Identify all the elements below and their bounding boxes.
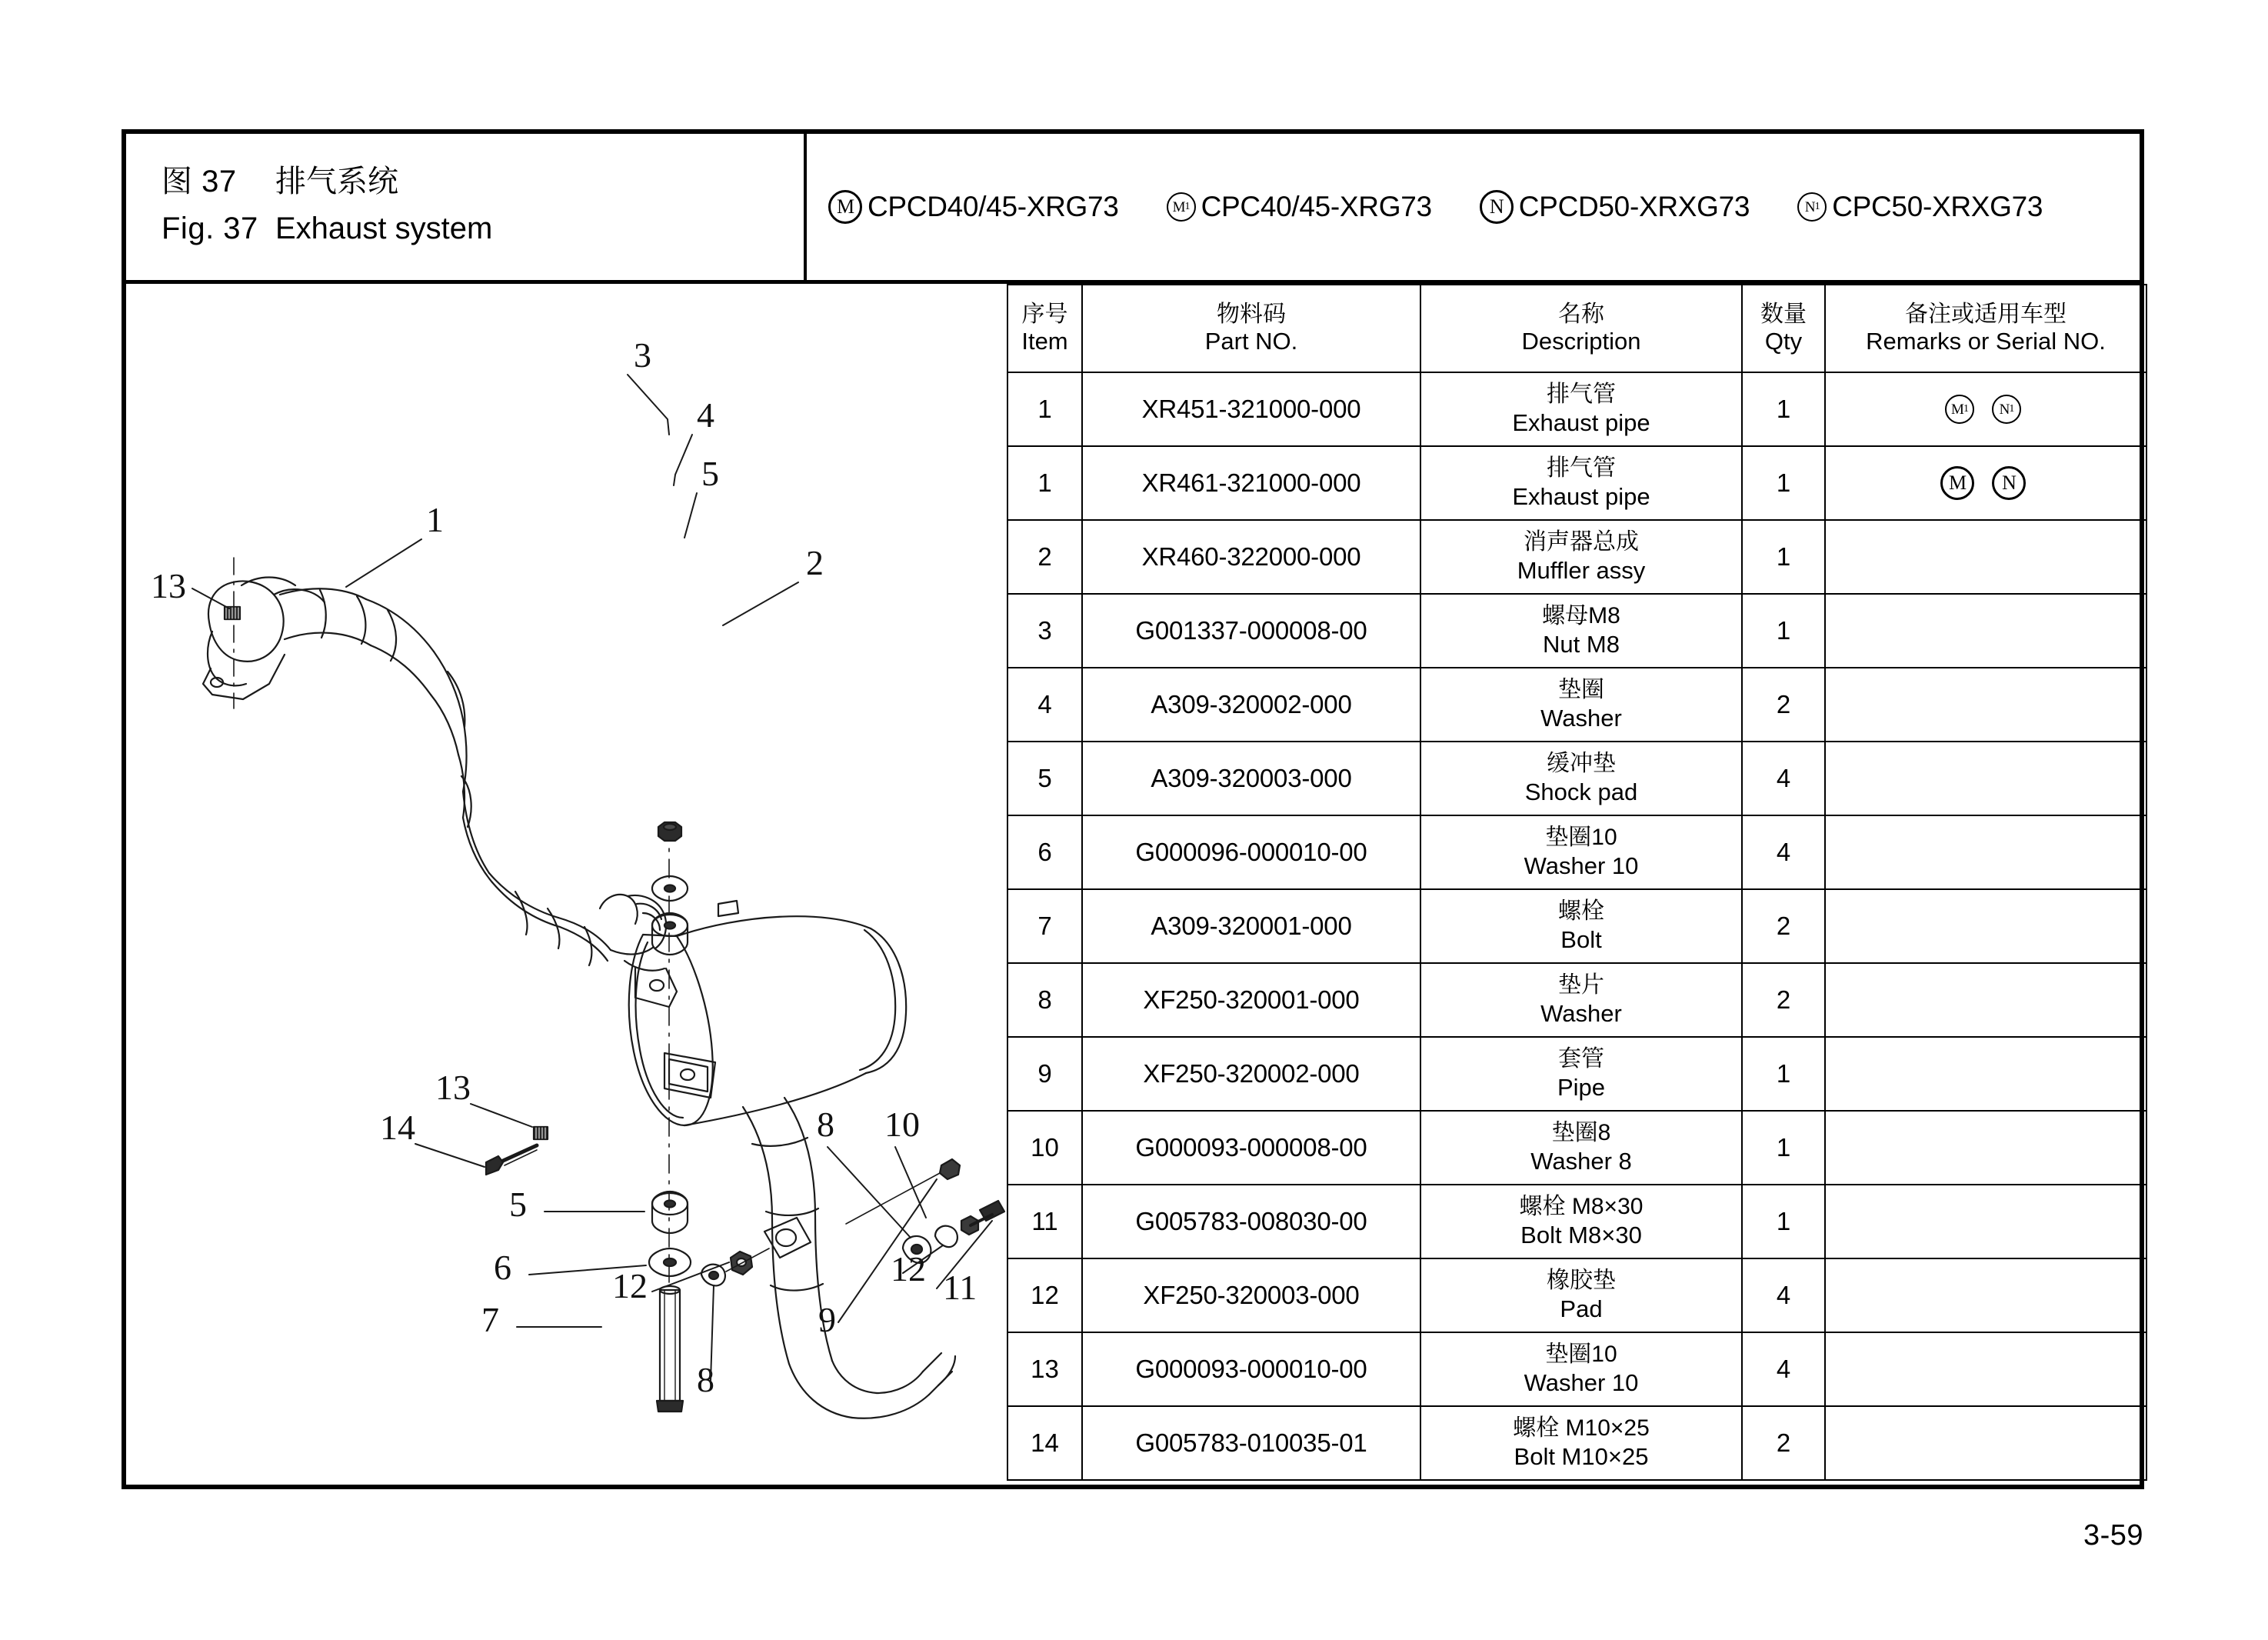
cell-description (1420, 1258, 1742, 1332)
column-header-part-no-en: Part NO. (1204, 328, 1298, 355)
content-area (126, 284, 2140, 1485)
parts-table-container (1007, 284, 2147, 1485)
callout-12b: 12 (891, 1249, 926, 1288)
figure-name-en: Exhaust system (275, 212, 493, 245)
callout-14: 14 (380, 1108, 415, 1147)
cell-description (1420, 889, 1742, 963)
callout-13a: 13 (151, 566, 186, 605)
exhaust-assembly-illustration (126, 284, 1007, 1485)
cell-description (1420, 594, 1742, 668)
cell-item: 1 (1007, 372, 1082, 446)
description-cn: 垫圈8 (1551, 1120, 1611, 1146)
callout-10: 10 (884, 1105, 920, 1144)
cell-item: 12 (1007, 1258, 1082, 1332)
table-row (1007, 1258, 2146, 1332)
cell-qty: 1 (1742, 594, 1825, 668)
model-code: CPCD50-XRXG73 (1518, 191, 1750, 222)
column-header-description-en: Description (1521, 328, 1641, 355)
description-en: Washer (1540, 1000, 1622, 1028)
description-cn: 螺母M8 (1542, 603, 1620, 629)
column-header-description-cn: 名称 (1558, 302, 1604, 328)
cell-description (1420, 815, 1742, 889)
cell-remarks (1825, 815, 2146, 889)
cell-description (1420, 1111, 1742, 1185)
description-en: Washer 10 (1524, 1369, 1639, 1397)
fastener-stack-lower (649, 1192, 691, 1412)
cell-part-no: A309-320003-000 (1082, 742, 1420, 815)
model-code: CPCD40/45-XRG73 (868, 191, 1119, 222)
table-row (1007, 668, 2146, 742)
table-row (1007, 1406, 2146, 1480)
callout-5a: 5 (701, 454, 719, 493)
callout-labels (151, 335, 977, 1399)
model-badge-icon: N 1 (1797, 192, 1827, 222)
description-cn: 橡胶垫 (1547, 1268, 1616, 1294)
table-row (1007, 520, 2146, 594)
callout-4: 4 (697, 395, 714, 435)
page-frame (122, 129, 2144, 1489)
column-header-remarks (1825, 285, 2146, 372)
cell-qty: 4 (1742, 815, 1825, 889)
figure-number-cn: 图 37 (162, 165, 237, 198)
description-en: Shock pad (1524, 778, 1638, 806)
callout-6: 6 (494, 1248, 511, 1287)
description-en: Washer (1540, 705, 1622, 732)
cell-remarks (1825, 520, 2146, 594)
description-en: Exhaust pipe (1512, 483, 1650, 511)
cell-description (1420, 1406, 1742, 1480)
table-row (1007, 1332, 2146, 1406)
table-row (1007, 1185, 2146, 1258)
callout-7: 7 (481, 1300, 499, 1339)
description-cn: 消声器总成 (1524, 529, 1639, 555)
cell-part-no: G005783-008030-00 (1082, 1185, 1420, 1258)
remarks-badge-group (1826, 466, 2146, 500)
cell-remarks (1825, 889, 2146, 963)
model-entry-3 (1797, 191, 2043, 223)
cell-qty: 1 (1742, 520, 1825, 594)
description-cn: 排气管 (1547, 382, 1616, 408)
cell-qty: 4 (1742, 1332, 1825, 1406)
cell-qty: 4 (1742, 742, 1825, 815)
callout-1: 1 (426, 500, 444, 539)
table-row (1007, 963, 2146, 1037)
description-en: Bolt M8×30 (1520, 1222, 1642, 1249)
callout-3: 3 (634, 335, 651, 375)
description-cn: 垫片 (1558, 972, 1604, 998)
parts-table-body (1007, 372, 2146, 1480)
description-en: Pad (1560, 1295, 1603, 1323)
bracket-hardware-left (701, 1218, 811, 1285)
table-row (1007, 889, 2146, 963)
description-en: Bolt M10×25 (1514, 1443, 1649, 1471)
description-en: Muffler assy (1517, 557, 1646, 585)
column-header-qty-en: Qty (1764, 328, 1803, 355)
cell-qty: 4 (1742, 1258, 1825, 1332)
column-header-description (1420, 285, 1742, 372)
cell-part-no: G000096-000010-00 (1082, 815, 1420, 889)
cell-part-no: XR461-321000-000 (1082, 446, 1420, 520)
cell-remarks (1825, 963, 2146, 1037)
description-cn: 垫圈 (1558, 677, 1604, 703)
cell-description (1420, 1037, 1742, 1111)
model-badge-icon: N (1480, 190, 1514, 224)
cell-part-no: XF250-320002-000 (1082, 1037, 1420, 1111)
cell-part-no: A309-320001-000 (1082, 889, 1420, 963)
cell-part-no: XR451-321000-000 (1082, 372, 1420, 446)
cell-remarks (1825, 1037, 2146, 1111)
description-cn: 螺栓 M10×25 (1513, 1415, 1650, 1442)
cell-remarks (1825, 1111, 2146, 1185)
parts-table-head (1007, 285, 2146, 372)
model-list (807, 134, 2140, 280)
description-en: Bolt (1560, 926, 1602, 954)
callout-11: 11 (943, 1268, 977, 1307)
cell-remarks (1825, 1258, 2146, 1332)
column-header-part-no (1082, 285, 1420, 372)
column-header-item-cn: 序号 (1021, 302, 1068, 328)
description-en: Nut M8 (1543, 631, 1620, 658)
figure-number-en: Fig. 37 (162, 212, 258, 245)
table-header-row (1007, 285, 2146, 372)
model-code: CPC50-XRXG73 (1832, 191, 2043, 222)
column-header-part-no-cn: 物料码 (1217, 302, 1286, 328)
cell-remarks (1825, 1406, 2146, 1480)
exhaust-pipe-1 (280, 588, 611, 965)
column-header-item (1007, 285, 1082, 372)
cell-item: 8 (1007, 963, 1082, 1037)
callout-2: 2 (806, 543, 824, 582)
callout-leaders (192, 375, 992, 1381)
cell-qty: 1 (1742, 372, 1825, 446)
cell-item: 10 (1007, 1111, 1082, 1185)
cell-part-no: G000093-000010-00 (1082, 1332, 1420, 1406)
model-badge-icon: N 1 (1992, 395, 2021, 424)
cell-item: 3 (1007, 594, 1082, 668)
cell-remarks (1825, 742, 2146, 815)
table-row (1007, 1037, 2146, 1111)
figure-title-en (162, 212, 804, 246)
cell-item: 4 (1007, 668, 1082, 742)
description-en: Exhaust pipe (1512, 409, 1650, 437)
callout-5b: 5 (509, 1185, 527, 1224)
description-cn: 螺栓 (1558, 898, 1604, 925)
remarks-badge-group (1826, 395, 2146, 424)
table-row (1007, 742, 2146, 815)
cell-description (1420, 520, 1742, 594)
cell-part-no: G000093-000008-00 (1082, 1111, 1420, 1185)
model-badge-icon: M (1940, 466, 1974, 500)
parts-table (1007, 284, 2147, 1481)
callout-12a: 12 (612, 1266, 648, 1305)
model-entry-0 (828, 190, 1119, 224)
cell-remarks (1825, 594, 2146, 668)
cell-qty: 2 (1742, 668, 1825, 742)
cell-remarks (1825, 372, 2146, 446)
cell-item: 6 (1007, 815, 1082, 889)
cell-item: 13 (1007, 1332, 1082, 1406)
model-entry-2 (1480, 190, 1750, 224)
description-en: Washer 8 (1530, 1148, 1632, 1175)
description-cn: 套管 (1558, 1046, 1604, 1072)
pipe-hardware-13-14 (486, 1127, 548, 1175)
column-header-qty (1742, 285, 1825, 372)
model-badge-icon: M 1 (1167, 192, 1196, 222)
cell-remarks (1825, 1332, 2146, 1406)
table-row (1007, 372, 2146, 446)
column-header-remarks-en: Remarks or Serial NO. (1866, 328, 2106, 355)
cell-description (1420, 372, 1742, 446)
cell-qty: 1 (1742, 1037, 1825, 1111)
cell-description (1420, 963, 1742, 1037)
cell-part-no: G001337-000008-00 (1082, 594, 1420, 668)
cell-qty: 1 (1742, 1185, 1825, 1258)
cell-description (1420, 446, 1742, 520)
model-code: CPC40/45-XRG73 (1201, 191, 1432, 222)
description-cn: 排气管 (1547, 455, 1616, 482)
model-badge-icon: M (828, 190, 862, 224)
cell-part-no: XR460-322000-000 (1082, 520, 1420, 594)
model-badge-icon: N (1992, 466, 2026, 500)
figure-title-block (126, 134, 807, 280)
column-header-remarks-cn: 备注或适用车型 (1905, 302, 2067, 328)
bracket-hardware-right (846, 1159, 1004, 1263)
cell-qty: 1 (1742, 446, 1825, 520)
cell-part-no: XF250-320003-000 (1082, 1258, 1420, 1332)
cell-item: 11 (1007, 1185, 1082, 1258)
cell-remarks (1825, 1185, 2146, 1258)
cell-description (1420, 668, 1742, 742)
muffler-body (629, 901, 906, 1125)
description-cn: 缓冲垫 (1547, 751, 1616, 777)
model-entry-1 (1167, 191, 1432, 223)
cell-item: 7 (1007, 889, 1082, 963)
cell-item: 14 (1007, 1406, 1082, 1480)
cell-qty: 2 (1742, 963, 1825, 1037)
cell-description (1420, 1185, 1742, 1258)
cell-description (1420, 742, 1742, 815)
cell-qty: 2 (1742, 1406, 1825, 1480)
cell-item: 1 (1007, 446, 1082, 520)
column-header-item-en: Item (1021, 328, 1068, 355)
cell-remarks (1825, 446, 2146, 520)
cell-item: 9 (1007, 1037, 1082, 1111)
header-band (126, 134, 2140, 284)
cell-item: 5 (1007, 742, 1082, 815)
description-cn: 螺栓 M8×30 (1519, 1194, 1644, 1220)
description-en: Pipe (1557, 1074, 1606, 1102)
table-row (1007, 1111, 2146, 1185)
cell-qty: 2 (1742, 889, 1825, 963)
callout-8b: 8 (697, 1360, 714, 1399)
table-row (1007, 815, 2146, 889)
cell-part-no: A309-320002-000 (1082, 668, 1420, 742)
muffler-inlet-clamp (600, 895, 677, 1007)
callout-8a: 8 (817, 1105, 834, 1144)
model-badge-icon: M 1 (1945, 395, 1974, 424)
table-row (1007, 446, 2146, 520)
figure-title-cn (162, 157, 804, 201)
cell-item: 2 (1007, 520, 1082, 594)
description-en: Washer 10 (1524, 852, 1639, 880)
cell-part-no: G005783-010035-01 (1082, 1406, 1420, 1480)
page-number: 3-59 (2083, 1519, 2143, 1552)
description-cn: 垫圈10 (1545, 825, 1617, 851)
callout-9: 9 (818, 1300, 836, 1339)
cell-remarks (1825, 668, 2146, 742)
column-header-qty-cn: 数量 (1760, 302, 1807, 328)
exploded-view-drawing (126, 284, 1007, 1485)
figure-name-cn: 排气系统 (275, 165, 398, 198)
callout-13b: 13 (435, 1068, 471, 1107)
cell-description (1420, 1332, 1742, 1406)
table-row (1007, 594, 2146, 668)
cell-qty: 1 (1742, 1111, 1825, 1185)
description-cn: 垫圈10 (1545, 1342, 1617, 1368)
cell-part-no: XF250-320001-000 (1082, 963, 1420, 1037)
